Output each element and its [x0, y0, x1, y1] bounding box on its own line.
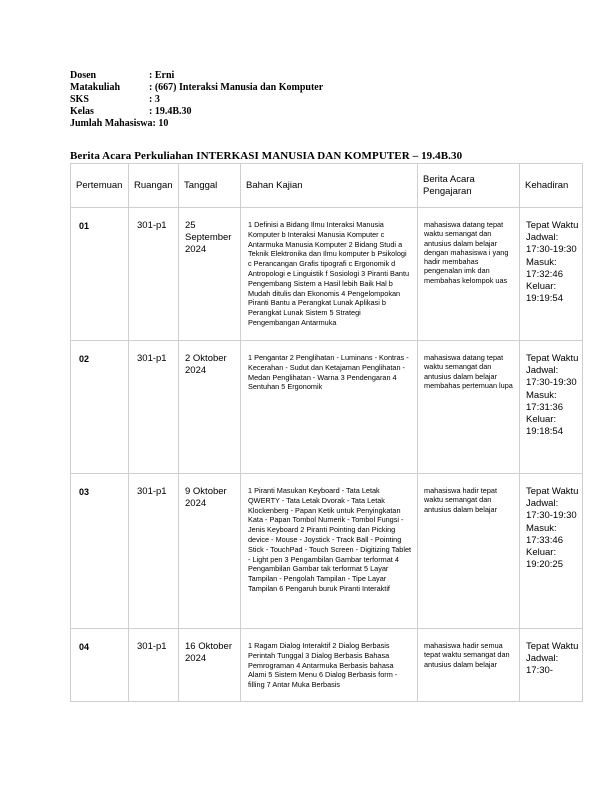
jumlah-label: Jumlah Mahasiswa: [70, 118, 153, 129]
info-row-sks: [70, 94, 323, 106]
cell-bahan-kajian: 1 Ragam Dialog Interaktif 2 Dialog Berbasis Perintah Tunggal 3 Dialog Berbasis Bahasa Pemrograman 4 Antarmuka Berbasis bahasa Alami 5 Sistem Menu 6 Dialog Berbasis form - filling 7 Antar Muka Berbasis: [248, 641, 398, 690]
table-row: [71, 629, 583, 702]
course-info: [70, 70, 323, 130]
info-row-matakuliah: [70, 82, 323, 94]
cell-berita-acara: mahasiswa hadir tepat waktu semangat dan antusius dalam belajar: [424, 486, 498, 514]
header-berita-acara: Berita Acara Pengajaran: [418, 164, 520, 208]
cell-kehadiran: Tepat Waktu Jadwal: 17:30-19:30 Masuk: 17:32:46 Keluar: 19:19:54: [526, 220, 579, 305]
table-header-row: [71, 164, 583, 208]
cell-bahan-kajian: 1 Piranti Masukan Keyboard - Tata Letak QWERTY - Tata Letak Dvorak - Tata Letak Klockenberg - Papan Ketik untuk Penyingkatan Kata - Papan Tombol Numerik - Tombol Fungsi - Jenis Keyboard 2 Piranti Pointing dan Picking device - Mouse - Joystick - Track Ball - Pointing Stick - TouchPad - Touch Screen - Digitizing Tablet - Light pen 3 Pengambilan Gambar terformat 4 Pengambilan Gambar tak terformat 5 Layar Tampilan - Pengolah Tampilan - Tipe Layar Tampilan 6 Pengaruh buruk Piranti Interaktif: [248, 486, 412, 593]
info-row-dosen: [70, 70, 323, 82]
sks-label: SKS: [70, 94, 89, 105]
sks-value: : 3: [149, 94, 160, 105]
cell-ruangan: 301-p1: [137, 353, 167, 364]
attendance-table: [70, 163, 583, 702]
cell-bahan-kajian: 1 Pengantar 2 Penglihatan - Luminans - Kontras - Kecerahan - Sudut dan Ketajaman Penglihatan - Medan Penglihatan - Warna 3 Pendengaran 4 Sentuhan 5 Ergonomik: [248, 353, 409, 392]
table-row: [71, 474, 583, 629]
cell-tanggal: 16 Oktober 2024: [185, 641, 232, 665]
cell-ruangan: 301-p1: [137, 220, 167, 231]
cell-bahan-kajian: 1 Definisi a Bidang Ilmu Interaksi Manusia Komputer b Interaksi Manusia Komputer c Antarmuka Manusia Komputer 2 Bidang Studi a Teknik Elektronika dan Ilmu komputer b Psikologi c Perancangan Grafis tipografi c Ergonomik d Antropologi e Linguistik f Sosiologi 3 Piranti Bantu Pengembang Sistem a Hasil lebih Baik Hal b Mudah ditulis dan Ekonomis 4 Pengelompokan Piranti Bantu a Perangkat Lunak Aplikasi b Perangkat Lunak Sistem 5 Strategi Pengembangan Antarmuka: [248, 220, 410, 327]
page-title: Berita Acara Perkuliahan INTERKASI MANUSIA DAN KOMPUTER – 19.4B.30: [70, 150, 463, 162]
cell-pertemuan: 01: [79, 221, 90, 231]
jumlah-value: : 10: [152, 118, 169, 129]
cell-pertemuan: 02: [79, 354, 90, 364]
info-row-kelas: [70, 106, 323, 118]
kelas-value: : 19.4B.30: [149, 106, 192, 117]
cell-pertemuan: 03: [79, 487, 90, 497]
header-tanggal: Tanggal: [179, 164, 241, 208]
table-row: [71, 341, 583, 474]
cell-kehadiran: Tepat Waktu Jadwal: 17:30-: [526, 641, 579, 677]
cell-pertemuan: 04: [79, 642, 90, 652]
cell-tanggal: 2 Oktober 2024: [185, 353, 227, 377]
header-pertemuan: Pertemuan: [71, 164, 129, 208]
cell-kehadiran: Tepat Waktu Jadwal: 17:30-19:30 Masuk: 17:33:46 Keluar: 19:20:25: [526, 486, 579, 571]
header-kehadiran: Kehadiran: [520, 164, 583, 208]
cell-berita-acara: mahasiswa datang tepat waktu semangat dan antusius dalam belajar membahas pertemuan lupa: [424, 353, 513, 390]
dosen-value: : Erni: [149, 70, 175, 81]
cell-tanggal: 9 Oktober 2024: [185, 486, 227, 510]
cell-ruangan: 301-p1: [137, 486, 167, 497]
header-bahan-kajian: Bahan Kajian: [241, 164, 418, 208]
matakuliah-value: : (667) Interaksi Manusia dan Komputer: [149, 82, 324, 93]
cell-berita-acara: mahasiswa hadir semua tepat waktu semangat dan antusius dalam belajar: [424, 641, 510, 669]
kelas-label: Kelas: [70, 106, 94, 117]
cell-kehadiran: Tepat Waktu Jadwal: 17:30-19:30 Masuk: 17:31:36 Keluar: 19:18:54: [526, 353, 579, 438]
cell-tanggal: 25 September 2024: [185, 220, 232, 256]
cell-berita-acara: mahasiswa datang tepat waktu semangat dan antusius dalam belajar dengan mahasiswa i yang hadir membahas pengenalan imk dan membahas kelompok uas: [424, 220, 509, 285]
matakuliah-label: Matakuliah: [70, 82, 121, 93]
dosen-label: Dosen: [70, 70, 97, 81]
header-ruangan: Ruangan: [129, 164, 179, 208]
table-row: [71, 208, 583, 341]
info-row-jumlah: [70, 118, 323, 130]
cell-ruangan: 301-p1: [137, 641, 167, 652]
